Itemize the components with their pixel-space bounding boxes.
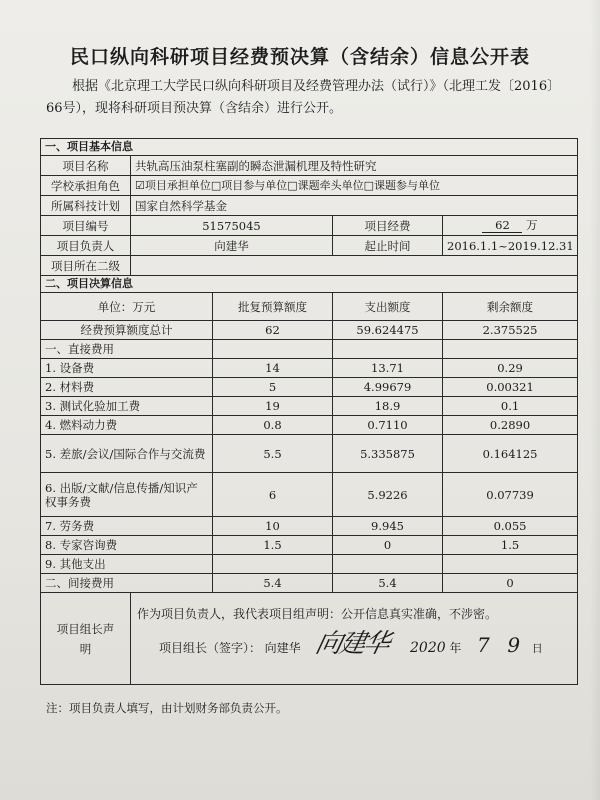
plan-row bbox=[41, 196, 578, 216]
declaration-label: 项目组长声明 bbox=[41, 593, 131, 685]
budget-row-label: 二、间接费用 bbox=[41, 574, 213, 593]
project-name-row bbox=[41, 156, 578, 176]
date-day: 9 bbox=[507, 633, 521, 657]
level2-label: 项目所在二级 bbox=[41, 256, 131, 276]
budget-rows bbox=[41, 321, 578, 593]
section2-header-row bbox=[41, 276, 578, 293]
spent-cell: 5.4 bbox=[333, 574, 443, 593]
budget-row bbox=[41, 536, 578, 555]
budget-cell: 14 bbox=[213, 359, 333, 378]
signature-line bbox=[137, 629, 571, 659]
budget-row-label: 9. 其他支出 bbox=[41, 555, 213, 574]
budget-cell: 6 bbox=[213, 473, 333, 517]
budget-row-label: 7. 劳务费 bbox=[41, 517, 213, 536]
fund-cell bbox=[443, 216, 578, 236]
fund-value: 62 bbox=[482, 218, 522, 233]
budget-cell: 10 bbox=[213, 517, 333, 536]
spent-cell bbox=[333, 555, 443, 574]
number-row bbox=[41, 216, 578, 236]
plan-value: 国家自然科学基金 bbox=[131, 196, 578, 216]
budget-cell: 1.5 bbox=[213, 536, 333, 555]
spent-cell bbox=[333, 340, 443, 359]
plan-label: 所属科技计划 bbox=[41, 196, 131, 216]
budget-row-label: 经费预算额度总计 bbox=[41, 321, 213, 340]
spent-cell: 5.9226 bbox=[333, 473, 443, 517]
budget-row bbox=[41, 473, 578, 517]
handwritten-signature: 向建华 bbox=[313, 629, 392, 659]
remain-cell: 0.07739 bbox=[443, 473, 578, 517]
budget-row-label: 一、直接费用 bbox=[41, 340, 213, 359]
project-name-value: 共轨高压油泵柱塞副的瞬态泄漏机理及特性研究 bbox=[131, 156, 578, 176]
sign-name: 向建华 bbox=[264, 641, 301, 655]
budget-row-label: 5. 差旅/会议/国际合作与交流费 bbox=[41, 435, 213, 473]
budget-cell: 19 bbox=[213, 397, 333, 416]
budget-row bbox=[41, 378, 578, 397]
budget-row-label: 3. 测试化验加工费 bbox=[41, 397, 213, 416]
spent-cell: 0.7110 bbox=[333, 416, 443, 435]
leader-value: 向建华 bbox=[131, 236, 333, 256]
budget-cell: 5.4 bbox=[213, 574, 333, 593]
role-label: 学校承担角色 bbox=[41, 176, 131, 196]
spent-cell: 0 bbox=[333, 536, 443, 555]
leader-row bbox=[41, 236, 578, 256]
period-value: 2016.1.1~2019.12.31 bbox=[443, 236, 578, 256]
remain-cell: 1.5 bbox=[443, 536, 578, 555]
spent-cell: 4.99679 bbox=[333, 378, 443, 397]
budget-row bbox=[41, 555, 578, 574]
remain-cell: 0.29 bbox=[443, 359, 578, 378]
spent-cell: 18.9 bbox=[333, 397, 443, 416]
declaration-cell bbox=[131, 593, 578, 685]
budget-row-label: 2. 材料费 bbox=[41, 378, 213, 397]
remain-cell: 0.164125 bbox=[443, 435, 578, 473]
spent-cell: 59.624475 bbox=[333, 321, 443, 340]
number-label: 项目编号 bbox=[41, 216, 131, 236]
date-year: 2020 bbox=[410, 640, 446, 656]
budget-row bbox=[41, 517, 578, 536]
budget-row bbox=[41, 340, 578, 359]
budget-row bbox=[41, 321, 578, 340]
number-value: 51575045 bbox=[131, 216, 333, 236]
budget-cell: 0.8 bbox=[213, 416, 333, 435]
declaration-row bbox=[41, 593, 578, 685]
role-row bbox=[41, 176, 578, 196]
col-spent: 支出额度 bbox=[333, 293, 443, 321]
date-year-char: 年 bbox=[449, 641, 462, 655]
budget-cell: 62 bbox=[213, 321, 333, 340]
remain-cell: 0 bbox=[443, 574, 578, 593]
budget-row-label: 4. 燃料动力费 bbox=[41, 416, 213, 435]
col-budget: 批复预算额度 bbox=[213, 293, 333, 321]
footnote: 注：项目负责人填写，由计划财务部负责公开。 bbox=[46, 701, 288, 715]
fund-label: 项目经费 bbox=[333, 216, 443, 236]
sign-label: 项目组长（签字）： bbox=[159, 641, 262, 655]
leader-label: 项目负责人 bbox=[41, 236, 131, 256]
budget-row-label: 6. 出版/文献/信息传播/知识产权事务费 bbox=[41, 473, 213, 517]
section2-header: 二、项目决算信息 bbox=[41, 276, 578, 293]
col-remain: 剩余额度 bbox=[443, 293, 578, 321]
remain-cell bbox=[443, 340, 578, 359]
section1-header-row bbox=[41, 139, 578, 156]
project-name-label: 项目名称 bbox=[41, 156, 131, 176]
budget-cell bbox=[213, 340, 333, 359]
remain-cell: 2.375525 bbox=[443, 321, 578, 340]
remain-cell: 0.1 bbox=[443, 397, 578, 416]
declaration-text: 作为项目负责人，我代表项目组声明：公开信息真实准确，不涉密。 bbox=[137, 607, 498, 621]
budget-row bbox=[41, 574, 578, 593]
budget-row bbox=[41, 397, 578, 416]
budget-row-label: 1. 设备费 bbox=[41, 359, 213, 378]
date-month: 7 bbox=[476, 633, 490, 657]
col-unit: 单位：万元 bbox=[41, 293, 213, 321]
budget-cell: 5.5 bbox=[213, 435, 333, 473]
spent-cell: 5.335875 bbox=[333, 435, 443, 473]
remain-cell: 0.00321 bbox=[443, 378, 578, 397]
section1-header: 一、项目基本信息 bbox=[41, 139, 578, 156]
date-day-char: 日 bbox=[531, 642, 543, 655]
period-label: 起止时间 bbox=[333, 236, 443, 256]
info-table bbox=[40, 138, 578, 685]
level2-value bbox=[131, 256, 578, 276]
page-title: 民口纵向科研项目经费预决算（含结余）信息公开表 bbox=[69, 46, 530, 68]
budget-cell bbox=[213, 555, 333, 574]
intro-paragraph: 根据《北京理工大学民口纵向科研项目及经费管理办法（试行）》（北理工发〔2016〕66号），现将科研项目预决算（含结余）进行公开。 bbox=[46, 79, 561, 116]
scan-shadow bbox=[590, 0, 600, 800]
budget-row bbox=[41, 435, 578, 473]
role-options: ☑项目承担单位□项目参与单位□课题牵头单位□课题参与单位 bbox=[131, 176, 578, 196]
remain-cell bbox=[443, 555, 578, 574]
budget-row bbox=[41, 416, 578, 435]
remain-cell: 0.2890 bbox=[443, 416, 578, 435]
level2-row bbox=[41, 256, 578, 276]
budget-cell: 5 bbox=[213, 378, 333, 397]
spent-cell: 9.945 bbox=[333, 517, 443, 536]
remain-cell: 0.055 bbox=[443, 517, 578, 536]
fund-unit: 万 bbox=[526, 218, 538, 232]
budget-row-label: 8. 专家咨询费 bbox=[41, 536, 213, 555]
budget-row bbox=[41, 359, 578, 378]
spent-cell: 13.71 bbox=[333, 359, 443, 378]
budget-header-row bbox=[41, 293, 578, 321]
